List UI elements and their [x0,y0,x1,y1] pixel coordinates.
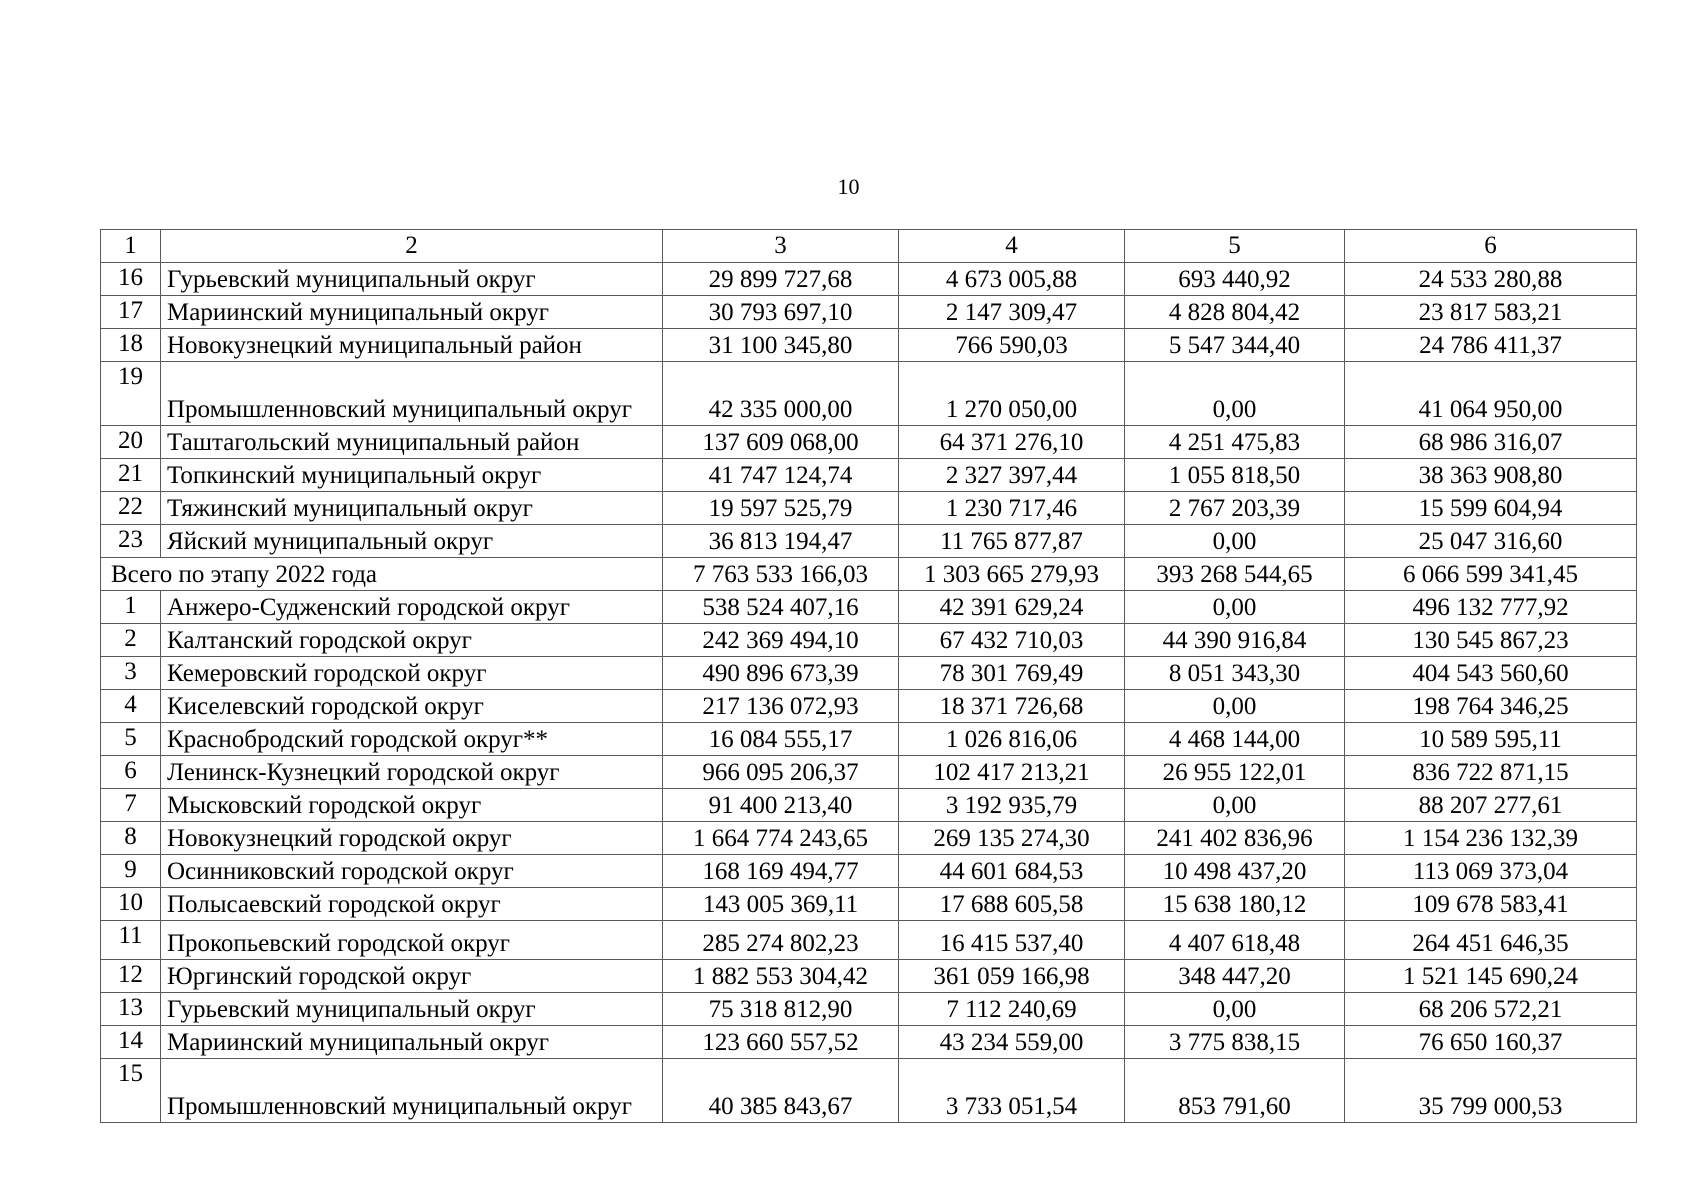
row-number: 6 [101,756,161,789]
cell-col4: 16 415 537,40 [899,921,1125,960]
cell-col6: 836 722 871,15 [1345,756,1637,789]
table-row [101,960,1637,993]
cell-col5: 0,00 [1125,362,1345,426]
row-name: Гурьевский муниципальный округ [161,993,663,1026]
cell-col5: 348 447,20 [1125,960,1345,993]
row-number: 3 [101,657,161,690]
row-name: Калтанский городской округ [161,624,663,657]
row-number: 4 [101,690,161,723]
cell-col3: 31 100 345,80 [663,329,899,362]
cell-col5: 0,00 [1125,993,1345,1026]
row-name: Ленинск-Кузнецкий городской округ [161,756,663,789]
row-number: 1 [101,591,161,624]
row-number: 5 [101,723,161,756]
table-row [101,329,1637,362]
column-header: 1 [101,230,161,263]
row-number: 20 [101,426,161,459]
column-header: 6 [1345,230,1637,263]
row-name: Таштагольский муниципальный район [161,426,663,459]
cell-col3: 217 136 072,93 [663,690,899,723]
table-row [101,789,1637,822]
cell-col6: 23 817 583,21 [1345,296,1637,329]
cell-col5: 0,00 [1125,525,1345,558]
row-number: 18 [101,329,161,362]
column-header: 5 [1125,230,1345,263]
cell-col3: 143 005 369,11 [663,888,899,921]
table-row [101,525,1637,558]
cell-col6: 10 589 595,11 [1345,723,1637,756]
table-row [101,296,1637,329]
cell-col4: 1 026 816,06 [899,723,1125,756]
cell-col3: 137 609 068,00 [663,426,899,459]
row-number: 9 [101,855,161,888]
cell-col6: 113 069 373,04 [1345,855,1637,888]
total-col4: 1 303 665 279,93 [899,558,1125,591]
cell-col6: 404 543 560,60 [1345,657,1637,690]
cell-col5: 0,00 [1125,591,1345,624]
cell-col3: 285 274 802,23 [663,921,899,960]
cell-col5: 1 055 818,50 [1125,459,1345,492]
row-name: Промышленновский муниципальный округ [161,1059,663,1123]
cell-col3: 1 664 774 243,65 [663,822,899,855]
row-name: Гурьевский муниципальный округ [161,263,663,296]
cell-col5: 5 547 344,40 [1125,329,1345,362]
total-col5: 393 268 544,65 [1125,558,1345,591]
cell-col6: 1 521 145 690,24 [1345,960,1637,993]
cell-col6: 130 545 867,23 [1345,624,1637,657]
cell-col4: 17 688 605,58 [899,888,1125,921]
cell-col4: 43 234 559,00 [899,1026,1125,1059]
cell-col3: 30 793 697,10 [663,296,899,329]
row-number: 23 [101,525,161,558]
cell-col3: 123 660 557,52 [663,1026,899,1059]
row-name: Яйский муниципальный округ [161,525,663,558]
table-row [101,888,1637,921]
cell-col4: 2 147 309,47 [899,296,1125,329]
table-row [101,921,1637,960]
cell-col5: 44 390 916,84 [1125,624,1345,657]
cell-col3: 29 899 727,68 [663,263,899,296]
table-row [101,690,1637,723]
cell-col6: 35 799 000,53 [1345,1059,1637,1123]
cell-col3: 91 400 213,40 [663,789,899,822]
row-number: 7 [101,789,161,822]
cell-col4: 44 601 684,53 [899,855,1125,888]
cell-col3: 40 385 843,67 [663,1059,899,1123]
row-name: Осинниковский городской округ [161,855,663,888]
cell-col6: 24 533 280,88 [1345,263,1637,296]
table-row [101,426,1637,459]
cell-col6: 88 207 277,61 [1345,789,1637,822]
column-header: 4 [899,230,1125,263]
cell-col5: 693 440,92 [1125,263,1345,296]
cell-col4: 18 371 726,68 [899,690,1125,723]
cell-col4: 78 301 769,49 [899,657,1125,690]
row-number: 10 [101,888,161,921]
table-row [101,591,1637,624]
cell-col4: 766 590,03 [899,329,1125,362]
table-row [101,822,1637,855]
row-number: 22 [101,492,161,525]
row-name: Мариинский муниципальный округ [161,296,663,329]
cell-col4: 11 765 877,87 [899,525,1125,558]
cell-col5: 0,00 [1125,789,1345,822]
cell-col5: 2 767 203,39 [1125,492,1345,525]
cell-col4: 3 733 051,54 [899,1059,1125,1123]
cell-col3: 966 095 206,37 [663,756,899,789]
cell-col5: 0,00 [1125,690,1345,723]
data-table [100,229,1637,1123]
cell-col5: 4 468 144,00 [1125,723,1345,756]
table-row [101,756,1637,789]
table-row [101,855,1637,888]
cell-col3: 242 369 494,10 [663,624,899,657]
row-name: Мысковский городской округ [161,789,663,822]
cell-col6: 68 986 316,07 [1345,426,1637,459]
row-name: Краснобродский городской округ** [161,723,663,756]
row-number: 17 [101,296,161,329]
row-name: Полысаевский городской округ [161,888,663,921]
cell-col6: 109 678 583,41 [1345,888,1637,921]
row-name: Киселевский городской округ [161,690,663,723]
page-number: 10 [837,174,860,199]
column-header: 2 [161,230,663,263]
cell-col4: 361 059 166,98 [899,960,1125,993]
cell-col6: 15 599 604,94 [1345,492,1637,525]
cell-col6: 41 064 950,00 [1345,362,1637,426]
cell-col5: 4 828 804,42 [1125,296,1345,329]
cell-col6: 25 047 316,60 [1345,525,1637,558]
cell-col3: 42 335 000,00 [663,362,899,426]
total-label: Всего по этапу 2022 года [101,558,663,591]
table-row [101,492,1637,525]
cell-col4: 67 432 710,03 [899,624,1125,657]
table-row [101,993,1637,1026]
cell-col3: 19 597 525,79 [663,492,899,525]
cell-col3: 16 084 555,17 [663,723,899,756]
row-number: 13 [101,993,161,1026]
row-name: Промышленновский муниципальный округ [161,362,663,426]
cell-col3: 75 318 812,90 [663,993,899,1026]
table-row [101,1059,1637,1123]
row-name: Мариинский муниципальный округ [161,1026,663,1059]
cell-col6: 38 363 908,80 [1345,459,1637,492]
cell-col6: 24 786 411,37 [1345,329,1637,362]
cell-col3: 36 813 194,47 [663,525,899,558]
row-name: Новокузнецкий городской округ [161,822,663,855]
cell-col3: 1 882 553 304,42 [663,960,899,993]
cell-col4: 1 230 717,46 [899,492,1125,525]
cell-col6: 76 650 160,37 [1345,1026,1637,1059]
table-row [101,723,1637,756]
cell-col6: 198 764 346,25 [1345,690,1637,723]
cell-col5: 26 955 122,01 [1125,756,1345,789]
row-name: Новокузнецкий муниципальный район [161,329,663,362]
row-name: Тяжинский муниципальный округ [161,492,663,525]
row-number: 15 [101,1059,161,1123]
cell-col4: 2 327 397,44 [899,459,1125,492]
table-row [101,362,1637,426]
row-name: Кемеровский городской округ [161,657,663,690]
row-number: 19 [101,362,161,426]
cell-col5: 4 407 618,48 [1125,921,1345,960]
row-number: 21 [101,459,161,492]
row-number: 14 [101,1026,161,1059]
row-number: 2 [101,624,161,657]
cell-col4: 269 135 274,30 [899,822,1125,855]
total-row [101,558,1637,591]
cell-col5: 3 775 838,15 [1125,1026,1345,1059]
row-name: Топкинский муниципальный округ [161,459,663,492]
cell-col3: 490 896 673,39 [663,657,899,690]
row-number: 16 [101,263,161,296]
row-name: Юргинский городской округ [161,960,663,993]
cell-col4: 1 270 050,00 [899,362,1125,426]
cell-col3: 168 169 494,77 [663,855,899,888]
table-row [101,263,1637,296]
cell-col6: 1 154 236 132,39 [1345,822,1637,855]
total-col3: 7 763 533 166,03 [663,558,899,591]
cell-col4: 3 192 935,79 [899,789,1125,822]
cell-col4: 7 112 240,69 [899,993,1125,1026]
cell-col5: 4 251 475,83 [1125,426,1345,459]
table-row [101,624,1637,657]
cell-col5: 8 051 343,30 [1125,657,1345,690]
row-number: 8 [101,822,161,855]
row-number: 11 [101,921,161,960]
table-row [101,657,1637,690]
row-number: 12 [101,960,161,993]
table-row [101,459,1637,492]
cell-col5: 15 638 180,12 [1125,888,1345,921]
cell-col4: 64 371 276,10 [899,426,1125,459]
row-name: Прокопьевский городской округ [161,921,663,960]
cell-col4: 42 391 629,24 [899,591,1125,624]
cell-col6: 496 132 777,92 [1345,591,1637,624]
cell-col5: 241 402 836,96 [1125,822,1345,855]
column-header: 3 [663,230,899,263]
cell-col6: 264 451 646,35 [1345,921,1637,960]
cell-col3: 41 747 124,74 [663,459,899,492]
table-header-row [101,230,1637,263]
cell-col5: 10 498 437,20 [1125,855,1345,888]
cell-col4: 102 417 213,21 [899,756,1125,789]
cell-col4: 4 673 005,88 [899,263,1125,296]
total-col6: 6 066 599 341,45 [1345,558,1637,591]
cell-col5: 853 791,60 [1125,1059,1345,1123]
table-row [101,1026,1637,1059]
cell-col6: 68 206 572,21 [1345,993,1637,1026]
row-name: Анжеро-Судженский городской округ [161,591,663,624]
cell-col3: 538 524 407,16 [663,591,899,624]
